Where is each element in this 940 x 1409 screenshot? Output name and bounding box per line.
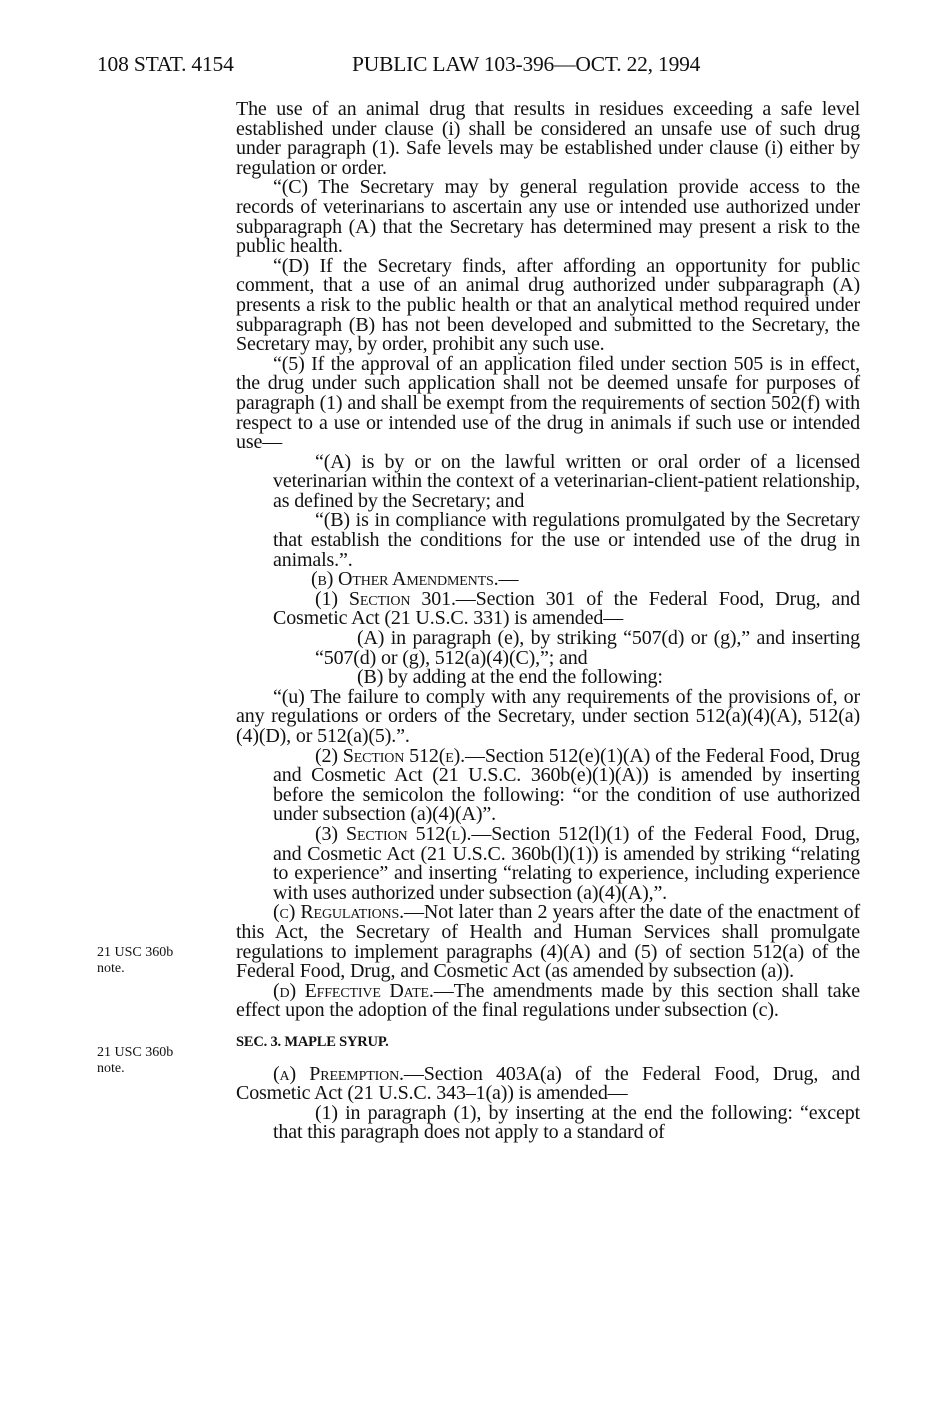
margin-note-citation: 21 USC 360b (97, 945, 174, 960)
paragraph-text: —Section 512(e)(1)(A) of the Federal Food, Drug and Cosmetic Act (21 U.S.C. 360b(e)(1)(A)) is amended by inserting before the semicolon the following: “or the condition of use authorized under subsection (a)(4)(A)”. (273, 744, 860, 826)
paragraph: The use of an animal drug that results in residues exceeding a safe level established under clause (i) shall be considered an unsafe use of such drug under paragraph (1). Safe levels may be established under clause (i) either by regulation or order. (236, 98, 860, 179)
paragraph-text: —The amendments made by this section shall take effect upon the adoption of the final regulations under subsection (c). (236, 979, 860, 1022)
margin-note-label: note. (97, 1061, 125, 1076)
margin-note-citation: 21 USC 360b (97, 1045, 174, 1060)
stat-citation: 108 STAT. 4154 (97, 52, 234, 76)
public-law-title: PUBLIC LAW 103-396—OCT. 22, 1994 (352, 52, 701, 76)
paragraph: “(5) If the approval of an application filed under section 505 is in effect, the drug under such application shall not be deemed unsafe for purposes of paragraph (1) and shall be exempt from the requirements of section 502(f) with respect to a use or intended use of the drug in animals if such use or intended use— (236, 352, 860, 454)
paragraph-text: —Section 512(l)(1) of the Federal Food, Drug, and Cosmetic Act (21 U.S.C. 360b(l)(1)) is amended by striking “relating to experience” and inserting “relating to experience, including experience with uses authorized under subsection (a)(4)(A),”. (273, 822, 861, 904)
body-text (236, 100, 860, 1143)
paragraph-heading: (3) Section 512(l). (315, 822, 472, 845)
margin-note-label: note. (97, 961, 125, 976)
paragraph: “(D) If the Secretary finds, after affording an opportunity for public comment, that a use of an animal drug authorized under subparagraph (A) presents a risk to the public health or that an analytical method required under subparagraph (B) has not been developed and submitted to the Secretary, the Secretary may, by order, prohibit any such use. (236, 254, 860, 356)
margin-note (97, 1045, 207, 1077)
paragraph: (B) by adding at the end the following: (357, 666, 663, 689)
paragraph: “(A) is by or on the lawful written or oral order of a licensed veterinarian within the context of a veterinarian-client-patient relationship, as defined by the Secretary; and (273, 450, 860, 512)
paragraph (236, 979, 860, 1022)
paragraph-heading: (c) Regulations. (273, 901, 404, 924)
subsection-heading-text: (b) Other Amendments.— (311, 568, 519, 591)
paragraph (236, 587, 860, 630)
paragraph: (1) in paragraph (1), by inserting at the end the following: “except that this paragraph does not apply to a standard of (273, 1101, 860, 1144)
paragraph: “(u) The failure to comply with any requirements of the provisions of, or any regulations or orders of the Secretary, under section 512(a)(4)(A), 512(a)(4)(D), or 512(a)(5).”. (236, 685, 860, 747)
margin-note (97, 945, 207, 977)
paragraph: (A) in paragraph (e), by striking “507(d) or (g),” and inserting “507(d) or (g), 512(a)(4)(C),”; and (315, 627, 860, 669)
paragraph-heading: (2) Section 512(e). (315, 744, 465, 767)
paragraph-heading: (1) Section 301. (315, 587, 456, 610)
paragraph (236, 744, 860, 826)
paragraph-text: —Not later than 2 years after the date of the enactment of this Act, the Secretary of Health and Human Services shall promulgate regulations to implement paragraphs (4)(A) and (5) of section 512(a) of the Federal Food, Drug, and Cosmetic Act (as amended by subsection (a)). (236, 901, 861, 983)
section-heading: SEC. 3. MAPLE SYRUP. (236, 1033, 389, 1050)
paragraph (236, 903, 860, 981)
running-head (97, 52, 857, 82)
paragraph-heading: (d) Effective Date. (273, 979, 434, 1002)
paragraph: “(B) is in compliance with regulations promulgated by the Secretary that establish the conditions for the use or intended use of the drug in animals.”. (273, 509, 860, 571)
paragraph (236, 1062, 861, 1105)
paragraph-text: —Section 301 of the Federal Food, Drug, and Cosmetic Act (21 U.S.C. 331) is amended— (273, 587, 860, 630)
paragraph-heading: (a) Preemption. (273, 1062, 404, 1085)
paragraph: “(C) The Secretary may by general regulation provide access to the records of veterinarians to ascertain any use or intended use authorized under subparagraph (A) that the Secretary has determined may present a risk to the public health. (236, 176, 860, 258)
paragraph-text: —Section 403A(a) of the Federal Food, Drug, and Cosmetic Act (21 U.S.C. 343–1(a)) is amended— (236, 1062, 861, 1105)
paragraph (236, 822, 861, 904)
